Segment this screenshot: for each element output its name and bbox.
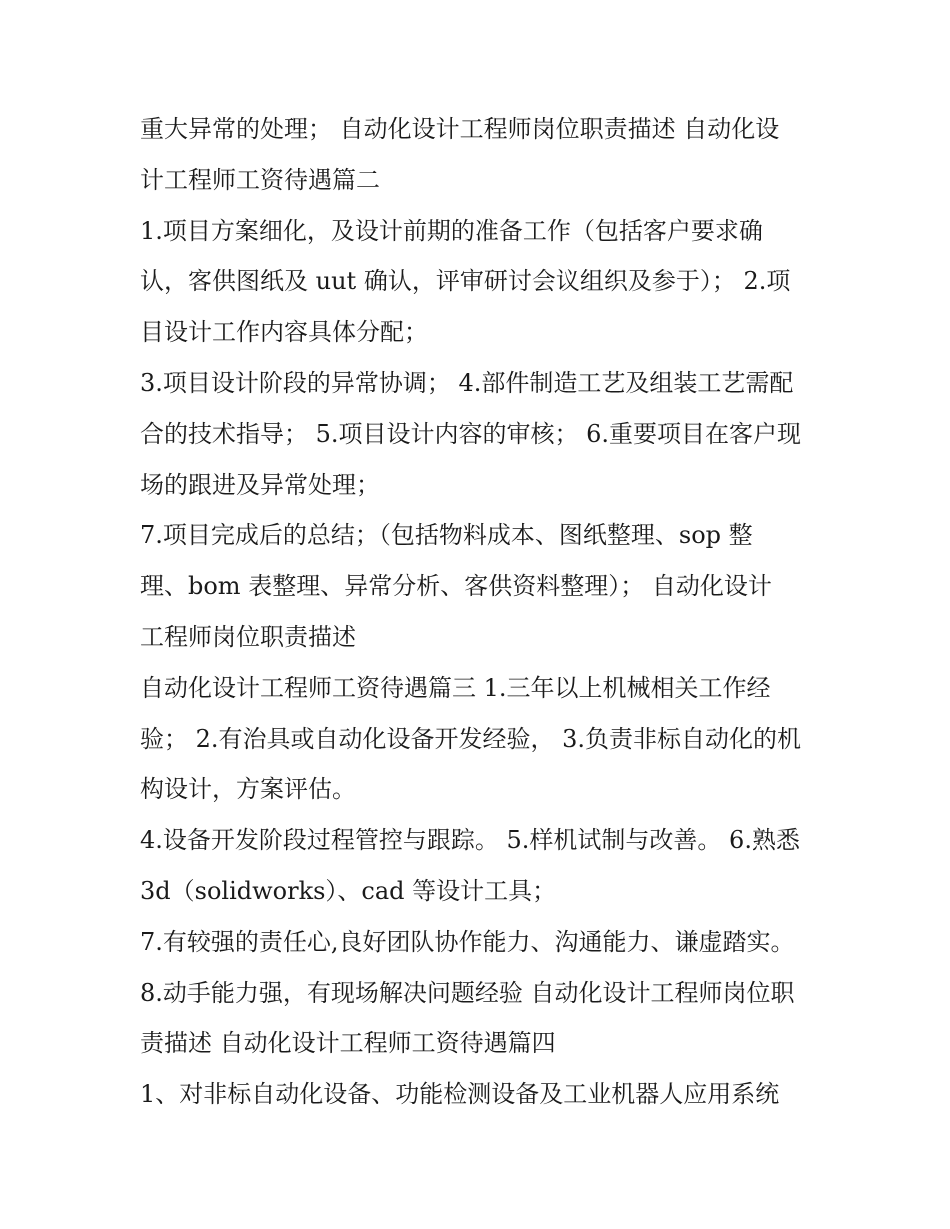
text-line: 重大异常的处理； 自动化设计工程师岗位职责描述 自动化设 [140,115,780,143]
text-line: 8.动手能力强，有现场解决问题经验 自动化设计工程师岗位职 [140,978,795,1007]
text-line: 计工程师工资待遇篇二 [140,165,380,194]
text-line: 7.项目完成后的总结；（包括物料成本、图纸整理、sop 整 [140,521,753,550]
text-line: 1、对非标自动化设备、功能检测设备及工业机器人应用系统 [140,1080,780,1109]
text-line: 责描述 自动化设计工程师工资待遇篇四 [140,1029,556,1058]
text-line: 3d（solidworks）、cad 等设计工具； [140,876,557,905]
text-line: 目设计工作内容具体分配； [140,318,428,347]
document-body [140,104,820,1120]
text-line: 1.项目方案细化，及设计前期的准备工作（包括客户要求确 [140,216,763,245]
text-line: 自动化设计工程师工资待遇篇三 1.三年以上机械相关工作经 [140,673,771,702]
text-line: 场的跟进及异常处理； [140,470,380,499]
text-line: 4.设备开发阶段过程管控与跟踪。 5.样机试制与改善。 6.熟悉 [140,826,800,855]
text-line: 7.有较强的责任心,良好团队协作能力、沟通能力、谦虚踏实。 [140,927,795,956]
text-line: 验； 2.有治具或自动化设备开发经验， 3.负责非标自动化的机 [140,724,802,753]
text-line: 工程师岗位职责描述 [140,622,356,651]
text-line: 合的技术指导； 5.项目设计内容的审核； 6.重要项目在客户现 [140,419,802,448]
text-line: 理、bom 表整理、异常分析、客供资料整理）； 自动化设计 [140,572,772,601]
text-line: 构设计，方案评估。 [140,775,356,804]
text-line: 认，客供图纸及 uut 确认，评审研讨会议组织及参于）； 2.项 [140,267,791,296]
text-line: 3.项目设计阶段的异常协调； 4.部件制造工艺及组装工艺需配 [140,368,794,397]
